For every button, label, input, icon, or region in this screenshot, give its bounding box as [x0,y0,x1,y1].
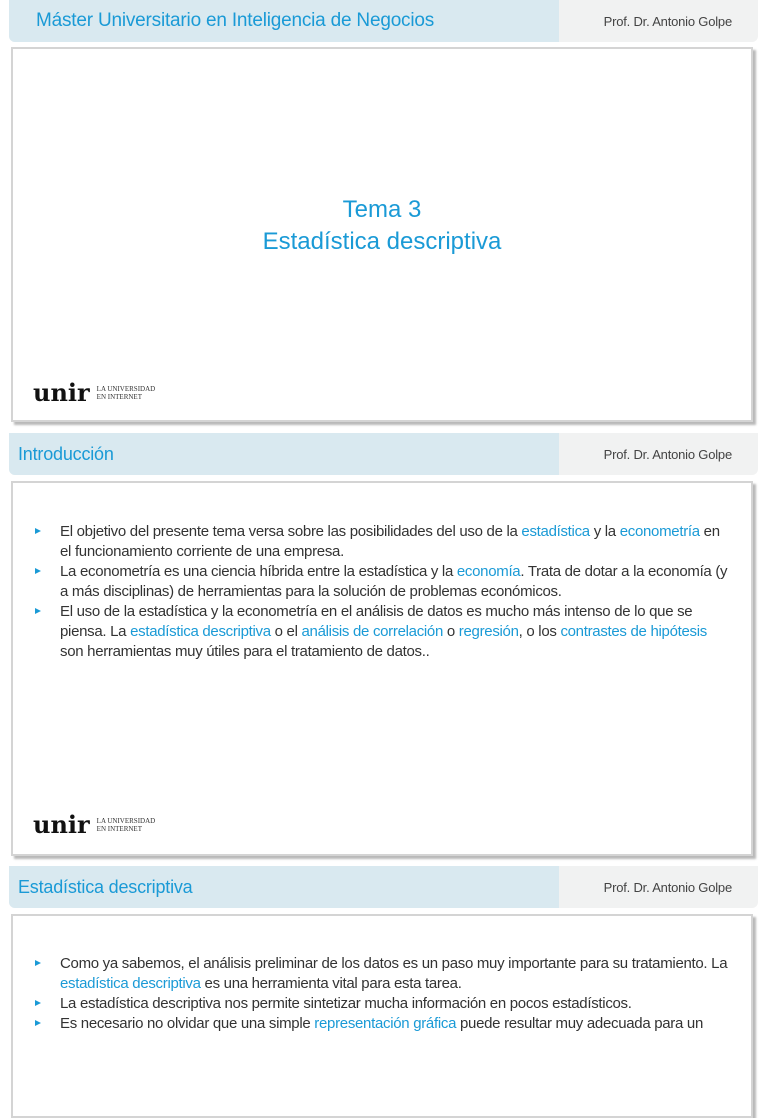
bullet-item [35,1014,733,1034]
slide2-content [11,481,753,856]
logo-tagline-line1: LA UNIVERSIDAD [96,385,156,393]
bullet-item [35,562,733,602]
bullet-arrow-icon [35,528,41,534]
slide1-header [9,0,758,42]
bullet-text: o el [270,623,302,640]
bullet-highlight: análisis de correlación [301,623,444,640]
bullet-highlight: econometría [619,523,700,540]
logo-tagline-line2: EN INTERNET [96,825,142,833]
logo-tagline [97,385,156,404]
bullet-highlight: contrastes de hipótesis [560,623,707,640]
bullet-text: La estadística descriptiva nos permite sintetizar mucha información en pocos estadísticos. [60,995,632,1012]
bullet-text: o [443,623,459,640]
bullet-text: El objetivo del presente tema versa sobre las posibilidades del uso de la [60,523,522,540]
section-title: Introducción [18,443,114,464]
logo-tagline-line2: EN INTERNET [96,393,142,401]
slide2-header [9,433,758,475]
slide2-header-title-bar [9,433,559,475]
unir-logo [33,378,156,407]
bullet-arrow-icon [35,1020,41,1026]
slide3-content [11,914,753,1118]
bullet-text: El uso de la estadística y la econometría en el análisis de datos es mucho más intenso de lo que se piensa. La [60,603,693,640]
bullet-arrow-icon [35,568,41,574]
slide3-header [9,866,758,908]
bullet-arrow-icon [35,960,41,966]
bullet-text: , o los [518,623,561,640]
bullet-highlight: estadística descriptiva [60,975,201,992]
bullet-text: puede resultar muy adecuada para un [456,1015,703,1032]
cover-title-line2: Estadística descriptiva [262,228,502,255]
bullet-highlight: estadística descriptiva [130,623,271,640]
bullet-arrow-icon [35,608,41,614]
unir-logo [33,810,156,839]
bullet-item [35,994,733,1014]
logo-tagline-line1: LA UNIVERSIDAD [96,817,156,825]
bullet-highlight: regresión [458,623,519,640]
cover-title [13,194,751,258]
bullet-text: son herramientas muy útiles para el tratamiento de datos.. [60,643,430,660]
bullet-highlight: representación gráfica [314,1015,457,1032]
bullet-item [35,522,733,562]
slide3-header-title-bar [9,866,559,908]
bullet-text: Como ya sabemos, el análisis preliminar de los datos es un paso muy importante para su tratamiento. La [60,955,728,972]
bullet-text: y la [589,523,620,540]
cover-title-line1: Tema 3 [342,196,422,223]
professor-name: Prof. Dr. Antonio Golpe [603,13,732,29]
bullet-list [35,522,733,662]
bullet-text: es una herramienta vital para esta tarea. [200,975,462,992]
section-title: Estadística descriptiva [18,876,193,897]
bullet-item [35,602,733,662]
logo-word: unir [33,810,90,839]
bullet-text: La econometría es una ciencia híbrida entre la estadística y la [60,563,457,580]
bullet-list [35,954,733,1034]
bullet-item [35,954,733,994]
slide1-header-title-bar [9,0,559,42]
bullet-highlight: estadística [521,523,590,540]
professor-name: Prof. Dr. Antonio Golpe [603,446,732,462]
bullet-text: . Trata de dotar a la economía (y a más disciplinas) de herramientas para la solución de problemas económicos. [60,563,728,600]
bullet-text: en el funcionamiento corriente de una empresa. [60,523,720,560]
bullet-arrow-icon [35,1000,41,1006]
course-title: Máster Universitario en Inteligencia de Negocios [36,10,435,31]
logo-tagline [97,817,156,836]
professor-name: Prof. Dr. Antonio Golpe [603,879,732,895]
logo-word: unir [33,378,90,407]
bullet-text: Es necesario no olvidar que una simple [60,1015,315,1032]
bullet-highlight: economía [456,563,521,580]
slide1-cover [11,47,753,422]
